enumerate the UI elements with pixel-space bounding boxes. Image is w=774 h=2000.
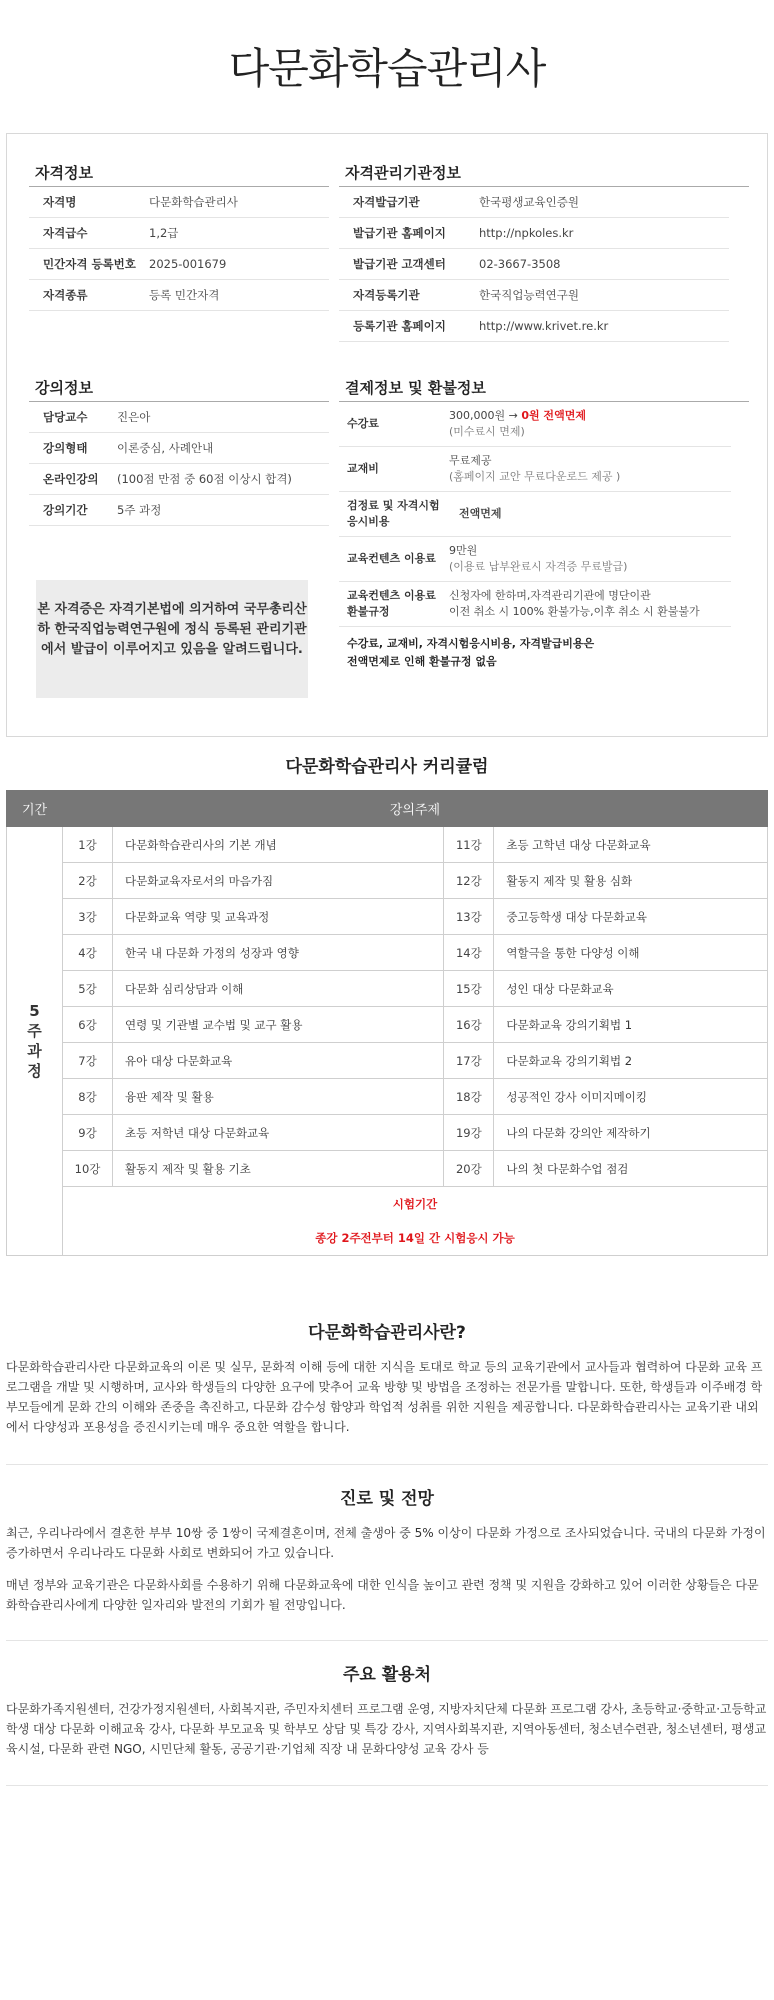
curriculum-table xyxy=(6,790,768,1256)
kv-row xyxy=(339,187,729,218)
kv-row xyxy=(339,280,729,311)
kv-row xyxy=(339,311,729,342)
kv-row xyxy=(29,187,329,218)
lesson-no: 10강 xyxy=(63,1151,113,1187)
kv-key: 자격발급기관 xyxy=(353,195,420,209)
kv-row xyxy=(29,433,329,464)
refund-line1: 신청자에 한하며,자격관리기관에 명단이관 xyxy=(449,589,651,602)
lesson-no: 19강 xyxy=(444,1115,494,1151)
fee-value: 300,000원 → xyxy=(449,409,518,422)
section-divider xyxy=(6,1464,768,1465)
kv-row xyxy=(29,464,329,495)
kv-key: 자격종류 xyxy=(43,288,88,302)
kv-value[interactable]: http://www.krivet.re.kr xyxy=(479,319,609,333)
cert-info-section xyxy=(29,162,329,311)
kv-value: 등록 민간자격 xyxy=(149,288,220,302)
lesson-no: 11강 xyxy=(444,827,494,863)
kv-value[interactable]: http://npkoles.kr xyxy=(479,226,574,240)
lesson-no: 1강 xyxy=(63,827,113,863)
table-row xyxy=(7,971,768,1007)
fee-value-group xyxy=(449,408,586,440)
kv-value: (100점 만점 중 60점 이상시 합격) xyxy=(117,472,292,486)
kv-row xyxy=(29,495,329,526)
kv-key: 담당교수 xyxy=(43,410,88,424)
table-row xyxy=(7,827,768,863)
registration-notice: 본 자격증은 자격기본법에 의거하여 국무총리산하 한국직업능력연구원에 정식 등록된 관리기관에서 발급이 이루어지고 있음을 알려드립니다. xyxy=(36,580,308,698)
lesson-topic: 나의 첫 다문화수업 점검 xyxy=(494,1151,768,1187)
kv-value: 02-3667-3508 xyxy=(479,257,561,271)
kv-value: 2025-001679 xyxy=(149,257,227,271)
lesson-no: 20강 xyxy=(444,1151,494,1187)
lesson-no: 13강 xyxy=(444,899,494,935)
kv-key: 발급기관 홈페이지 xyxy=(353,226,446,240)
exam-period-cell xyxy=(63,1187,768,1256)
lesson-topic: 유아 대상 다문화교육 xyxy=(113,1043,444,1079)
kv-key: 강의형태 xyxy=(43,441,88,455)
fee-label: 수강료 xyxy=(347,417,379,430)
lesson-no: 9강 xyxy=(63,1115,113,1151)
payment-row-refund xyxy=(339,582,731,627)
lesson-topic: 성인 대상 다문화교육 xyxy=(494,971,768,1007)
lesson-topic: 한국 내 다문화 가정의 성장과 영향 xyxy=(113,935,444,971)
lesson-topic: 다문화 심리상담과 이해 xyxy=(113,971,444,1007)
refund-line2: 이전 취소 시 100% 환불가능,이후 취소 시 환불불가 xyxy=(449,605,700,618)
payment-section xyxy=(339,377,749,679)
kv-key: 강의기간 xyxy=(43,503,88,517)
period-label: 5주 과정 xyxy=(27,1002,42,1080)
table-row xyxy=(7,1151,768,1187)
lesson-no: 6강 xyxy=(63,1007,113,1043)
lesson-no: 15강 xyxy=(444,971,494,1007)
lesson-no: 14강 xyxy=(444,935,494,971)
lesson-topic: 역할극을 통한 다양성 이해 xyxy=(494,935,768,971)
lesson-topic: 연령 및 기관별 교수법 및 교구 활용 xyxy=(113,1007,444,1043)
material-label: 교재비 xyxy=(347,462,379,475)
content-sub: (이용료 납부완료시 자격증 무료발급) xyxy=(449,560,628,573)
lesson-topic: 활동지 제작 및 활용 심화 xyxy=(494,863,768,899)
usage-section xyxy=(6,1660,768,1759)
lesson-topic: 다문화교육자로서의 마음가짐 xyxy=(113,863,444,899)
lesson-topic: 초등 저학년 대상 다문화교육 xyxy=(113,1115,444,1151)
payment-list xyxy=(339,402,731,679)
lesson-no: 8강 xyxy=(63,1079,113,1115)
lecture-info-list xyxy=(29,402,329,526)
curriculum-title: 다문화학습관리사 커리큘럼 xyxy=(285,757,489,777)
lesson-no: 2강 xyxy=(63,863,113,899)
kv-value: 한국직업능력연구원 xyxy=(479,288,579,302)
kv-value: 5주 과정 xyxy=(117,503,162,517)
kv-row xyxy=(29,218,329,249)
fee-free: 0원 전액면제 xyxy=(521,409,586,422)
lesson-no: 4강 xyxy=(63,935,113,971)
table-row xyxy=(7,935,768,971)
table-row xyxy=(7,863,768,899)
kv-value: 진은아 xyxy=(117,410,151,424)
lesson-topic: 다문화교육 강의기획법 2 xyxy=(494,1043,768,1079)
lesson-topic: 다문화학습관리사의 기본 개념 xyxy=(113,827,444,863)
lesson-topic: 중고등학생 대상 다문화교육 xyxy=(494,899,768,935)
fee-sub: (미수료시 면제) xyxy=(449,425,525,438)
lecture-info-section xyxy=(29,377,329,526)
material-sub: (홈페이지 교안 무료다운로드 제공 ) xyxy=(449,470,621,483)
lesson-topic: 활동지 제작 및 활용 기초 xyxy=(113,1151,444,1187)
kv-key: 자격급수 xyxy=(43,226,88,240)
kv-value: 이론중심, 사례안내 xyxy=(117,441,214,455)
kv-row xyxy=(339,249,729,280)
lesson-no: 7강 xyxy=(63,1043,113,1079)
lesson-topic: 초등 고학년 대상 다문화교육 xyxy=(494,827,768,863)
cert-info-list xyxy=(29,187,329,311)
lesson-no: 17강 xyxy=(444,1043,494,1079)
payment-row-material xyxy=(339,447,731,492)
table-row xyxy=(7,1043,768,1079)
kv-row xyxy=(339,218,729,249)
content-value: 9만원 xyxy=(449,544,478,557)
cert-info-heading: 자격정보 xyxy=(29,162,329,187)
lecture-info-heading: 강의정보 xyxy=(29,377,329,402)
payment-row-exam xyxy=(339,492,731,537)
kv-key: 자격등록기관 xyxy=(353,288,420,302)
content-label: 교육컨텐츠 이용료 xyxy=(347,552,436,565)
page-title: 다문화학습관리사 xyxy=(228,44,546,93)
kv-row xyxy=(29,402,329,433)
lesson-topic: 나의 다문화 강의안 제작하기 xyxy=(494,1115,768,1151)
kv-key: 온라인강의 xyxy=(43,472,99,486)
usage-text: 다문화가족지원센터, 건강가정지원센터, 사회복지관, 주민자치센터 프로그램 운영, 지방자치단체 다문화 프로그램 강사, 초등학교·중학교·고등학교 학생 대상 다문화 이해교육 강사, 다문화 부모교육 및 학부모 상담 및 특강 강사, 지역사회복지관, 지역아동센터, 청소년수련관, 청소년센터, 평생교육시설, 다문화 관련 NGO, 시민단체 활동, 공공기관·기업체 직장 내 문화다양성 교육 강사 등 xyxy=(6,1702,767,1756)
table-row xyxy=(7,1007,768,1043)
lesson-topic: 성공적인 강사 이미지메이킹 xyxy=(494,1079,768,1115)
about-section xyxy=(6,1318,768,1437)
career-heading: 진로 및 전망 xyxy=(340,1489,434,1509)
lesson-no: 18강 xyxy=(444,1079,494,1115)
exam-value: 전액면제 xyxy=(459,507,502,520)
lesson-no: 12강 xyxy=(444,863,494,899)
material-value: 무료제공 xyxy=(449,454,492,467)
kv-row xyxy=(29,280,329,311)
content-value-group xyxy=(449,543,627,575)
agency-info-heading: 자격관리기관정보 xyxy=(339,162,749,187)
kv-value: 1,2급 xyxy=(149,226,179,240)
kv-value: 한국평생교육인증원 xyxy=(479,195,579,209)
kv-key: 발급기관 고객센터 xyxy=(353,257,446,271)
exam-label: 검정료 및 자격시험 응시비용 xyxy=(347,499,440,528)
lesson-topic: 다문화교육 강의기획법 1 xyxy=(494,1007,768,1043)
career-text-2: 매년 정부와 교육기관은 다문화사회를 수용하기 위해 다문화교육에 대한 인식을 높이고 관련 정책 및 지원을 강화하고 있어 이러한 상황들은 다문화학습관리사에게 다양한 일자리와 발전의 기회가 될 전망입니다. xyxy=(6,1578,759,1612)
career-section xyxy=(6,1484,768,1615)
usage-heading: 주요 활용처 xyxy=(342,1665,432,1685)
exam-period-desc: 종강 2주전부터 14일 간 시험응시 가능 xyxy=(315,1231,515,1245)
payment-row-fee xyxy=(339,402,731,447)
period-cell xyxy=(7,827,63,1256)
payment-row-content xyxy=(339,537,731,582)
agency-info-list xyxy=(339,187,729,342)
about-text: 다문화학습관리사란 다문화교육의 이론 및 실무, 문화적 이해 등에 대한 지식을 토대로 학교 등의 교육기관에서 교사들과 협력하여 다문화 교육 프로그램을 개발 및 시행하며, 교사와 학생들의 다양한 요구에 맞추어 교육 방향 및 방법을 조정하는 전문가를 말합니다. 또한, 학생들과 이주배경 학부모들에게 문화 간의 이해와 존중을 촉진하고, 다문화 감수성 함양과 학업적 성취를 위한 지원을 제공합니다. 다문화학습관리사는 교육기관 내외에서 다양성과 포용성을 증진시키는데 매우 중요한 역할을 합니다. xyxy=(6,1360,763,1434)
refund-label: 교육컨텐츠 이용료 환불규정 xyxy=(347,589,436,618)
career-text-1: 최근, 우리나라에서 결혼한 부부 10쌍 중 1쌍이 국제결혼이며, 전체 출생아 중 5% 이상이 다문화 가정으로 조사되었습니다. 국내의 다문화 가정이 증가하면서 우리나라도 다문화 사회로 변화되어 가고 있습니다. xyxy=(6,1526,766,1560)
payment-note: 수강료, 교재비, 자격시험응시비용, 자격발급비용은 전액면제로 인해 환불규정 없음 xyxy=(347,637,595,668)
table-row xyxy=(7,899,768,935)
kv-key: 등록기관 홈페이지 xyxy=(353,319,446,333)
lesson-no: 3강 xyxy=(63,899,113,935)
payment-heading: 결제정보 및 환불정보 xyxy=(339,377,749,402)
lesson-no: 16강 xyxy=(444,1007,494,1043)
lesson-no: 5강 xyxy=(63,971,113,1007)
lesson-topic: 다문화교육 역량 및 교육과정 xyxy=(113,899,444,935)
kv-row xyxy=(29,249,329,280)
kv-key: 자격명 xyxy=(43,195,77,209)
table-row xyxy=(7,1079,768,1115)
material-value-group xyxy=(449,453,620,485)
refund-value-group xyxy=(449,588,700,620)
col-period: 기간 xyxy=(7,791,63,827)
table-row xyxy=(7,1115,768,1151)
section-divider xyxy=(6,1785,768,1786)
col-subject: 강의주제 xyxy=(63,791,768,827)
exam-period-row xyxy=(7,1187,768,1256)
exam-period-title: 시험기간 xyxy=(392,1197,438,1211)
about-heading: 다문화학습관리사란? xyxy=(308,1323,466,1343)
kv-key: 민간자격 등록번호 xyxy=(43,257,136,271)
kv-value: 다문화학습관리사 xyxy=(149,195,238,209)
agency-info-section xyxy=(339,162,749,342)
lesson-topic: 융판 제작 및 활용 xyxy=(113,1079,444,1115)
section-divider xyxy=(6,1640,768,1641)
curriculum-header-row xyxy=(7,791,768,827)
